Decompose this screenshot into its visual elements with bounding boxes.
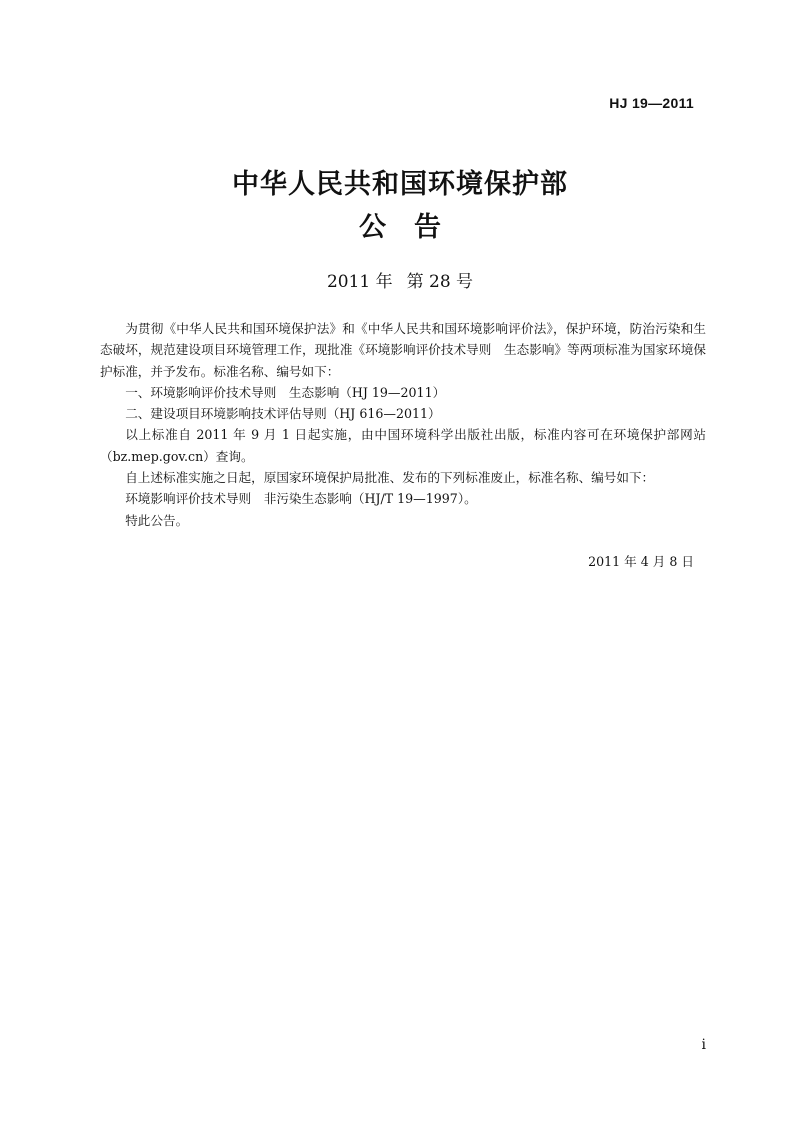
- standard-code: HJ 19—2011: [609, 95, 694, 111]
- announcement-body: [100, 318, 706, 531]
- issue-number-line: [0, 267, 800, 292]
- body-paragraph: 一、环境影响评价技术导则 生态影响（HJ 19—2011）: [125, 384, 446, 400]
- body-paragraph: 以上标准自 2011 年 9 月 1 日起实施，由中国环境科学出版社出版，标准内容可在环境保护部网站（bz.mep.gov.cn）查询。: [100, 427, 706, 464]
- announcement-title: 公告: [359, 212, 469, 243]
- announcement-date: 2011 年 4 月 8 日: [588, 554, 694, 569]
- issue-year: 2011 年: [326, 272, 393, 292]
- issuer-title: 中华人民共和国环境保护部: [232, 169, 568, 200]
- issue-number: 第 28 号: [406, 272, 474, 292]
- body-paragraph: 特此公告。: [125, 512, 189, 528]
- body-paragraph: 环境影响评价技术导则 非污染生态影响（HJ/T 19—1997）。: [125, 491, 477, 507]
- body-paragraph: 二、建设项目环境影响技术评估导则（HJ 616—2011）: [125, 406, 441, 422]
- body-paragraph: 自上述标准实施之日起，原国家环境保护局批准、发布的下列标准废止，标准名称、编号如下：: [125, 470, 655, 486]
- body-paragraph: 为贯彻《中华人民共和国环境保护法》和《中华人民共和国环境影响评价法》，保护环境，防治污染和生态破坏，规范建设项目环境管理工作，现批准《环境影响评价技术导则 生态影响》等两项标准为国家环境保护标准，并予发布。标准名称、编号如下：: [100, 321, 706, 379]
- page-number: i: [701, 1037, 706, 1053]
